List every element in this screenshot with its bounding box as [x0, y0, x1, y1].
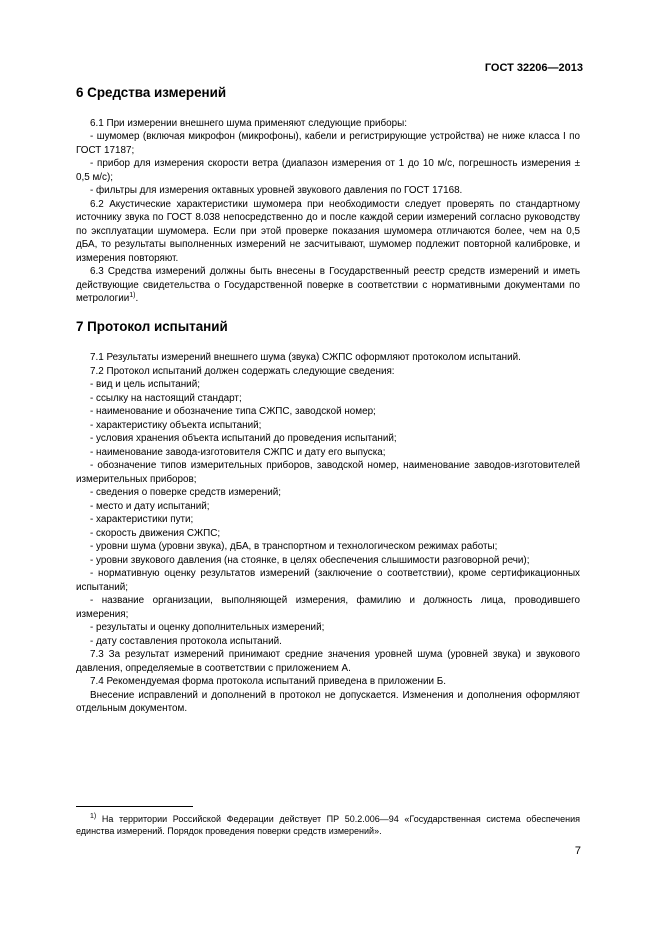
- paragraph: 7.1 Результаты измерений внешнего шума (звука) СЖПС оформляют протоколом испытаний.: [90, 352, 521, 363]
- footnote-text: На территории Российской Федерации действует ПР 50.2.006—94 «Государственная система обеспечения единства измерений. Порядок проведения поверки средств измерений».: [76, 814, 580, 836]
- list-item: - ссылку на настоящий стандарт;: [90, 392, 242, 404]
- footnote-divider: [76, 806, 193, 807]
- page-number: 7: [574, 845, 581, 857]
- footnote: [76, 813, 580, 837]
- list-item: - характеристики пути;: [90, 514, 194, 525]
- paragraph: 6.2 Акустические характеристики шумомера при необходимости следует проверять по стандартному источнику звука по ГОСТ 8.038 непосредственно до и после каждой серии измерений согласно руководству по эксплуатации шумомера. Если при этой проверке показания шумомера отличаются более, чем на 0,5 дБА, то результаты выполненных измерений не засчитывают, шумомер подлежит повторной калибровке, и измерения повторяют.: [76, 198, 580, 264]
- paragraph-end: .: [135, 293, 139, 304]
- paragraph: 6.1 При измерении внешнего шума применяют следующие приборы:: [90, 117, 407, 129]
- paragraph: 7.2 Протокол испытаний должен содержать следующие сведения:: [90, 365, 395, 377]
- paragraph: - прибор для измерения скорости ветра (диапазон измерения от 1 до 10 м/с, погрешность измерения ± 0,5 м/с);: [76, 158, 580, 183]
- document-code: ГОСТ 32206—2013: [484, 62, 583, 74]
- paragraph: 7.3 За результат измерений принимают средние значения уровней шума (уровней звука) и звукового давления, определяемые в соответствии с приложением А.: [76, 649, 580, 674]
- list-item: - нормативную оценку результатов измерений (заключение о соответствии), кроме сертификационных испытаний;: [76, 568, 580, 593]
- list-item: - скорость движения СЖПС;: [90, 527, 221, 539]
- list-item: - характеристику объекта испытаний;: [90, 419, 262, 431]
- main-content: [76, 86, 580, 716]
- list-item: - дату составления протокола испытаний.: [90, 635, 282, 647]
- list-item: - наименование завода-изготовителя СЖПС и дату его выпуска;: [90, 446, 386, 458]
- section-7-title: 7 Протокол испытаний: [76, 318, 228, 334]
- list-item: - сведения о поверке средств измерений;: [90, 487, 282, 498]
- footnote-mark: 1): [90, 813, 97, 820]
- list-item: - результаты и оценку дополнительных измерений;: [90, 622, 325, 633]
- paragraph: - фильтры для измерения октавных уровней звукового давления по ГОСТ 17168.: [90, 185, 463, 196]
- paragraph: 7.4 Рекомендуемая форма протокола испытаний приведена в приложении Б.: [90, 676, 446, 687]
- paragraph-text: 6.3 Средства измерений должны быть внесены в Государственный реестр средств измерений и иметь действующие свидетельства о Государственной поверке в соответствии с нормативными документами по метрологии: [76, 266, 580, 304]
- list-item: - условия хранения объекта испытаний до проведения испытаний;: [90, 433, 397, 444]
- paragraph: Внесение исправлений и дополнений в протокол не допускается. Изменения и дополнения оформляют отдельным документом.: [76, 689, 580, 714]
- paragraph: - шумомер (включая микрофон (микрофоны), кабели и регистрирующие устройства) не ниже класса I по ГОСТ 17187;: [76, 131, 580, 156]
- footnote-ref[interactable]: 1): [129, 292, 136, 299]
- list-item: - название организации, выполняющей измерения, фамилию и должность лица, проводившего измерения;: [76, 595, 580, 620]
- list-item: - вид и цель испытаний;: [90, 379, 200, 390]
- list-item: - место и дату испытаний;: [90, 500, 210, 512]
- list-item: - обозначение типов измерительных приборов, заводской номер, наименование заводов-изготовителей измерительных приборов;: [76, 460, 580, 485]
- paragraph: [76, 265, 580, 306]
- list-item: - уровни звукового давления (на стоянке, в целях обеспечения слышимости разговорной речи);: [90, 554, 530, 566]
- list-item: - наименование и обозначение типа СЖПС, заводской номер;: [90, 406, 376, 417]
- section-6-title: 6 Средства измерений: [76, 85, 227, 100]
- list-item: - уровни шума (уровни звука), дБА, в транспортном и технологическом режимах работы;: [90, 541, 498, 552]
